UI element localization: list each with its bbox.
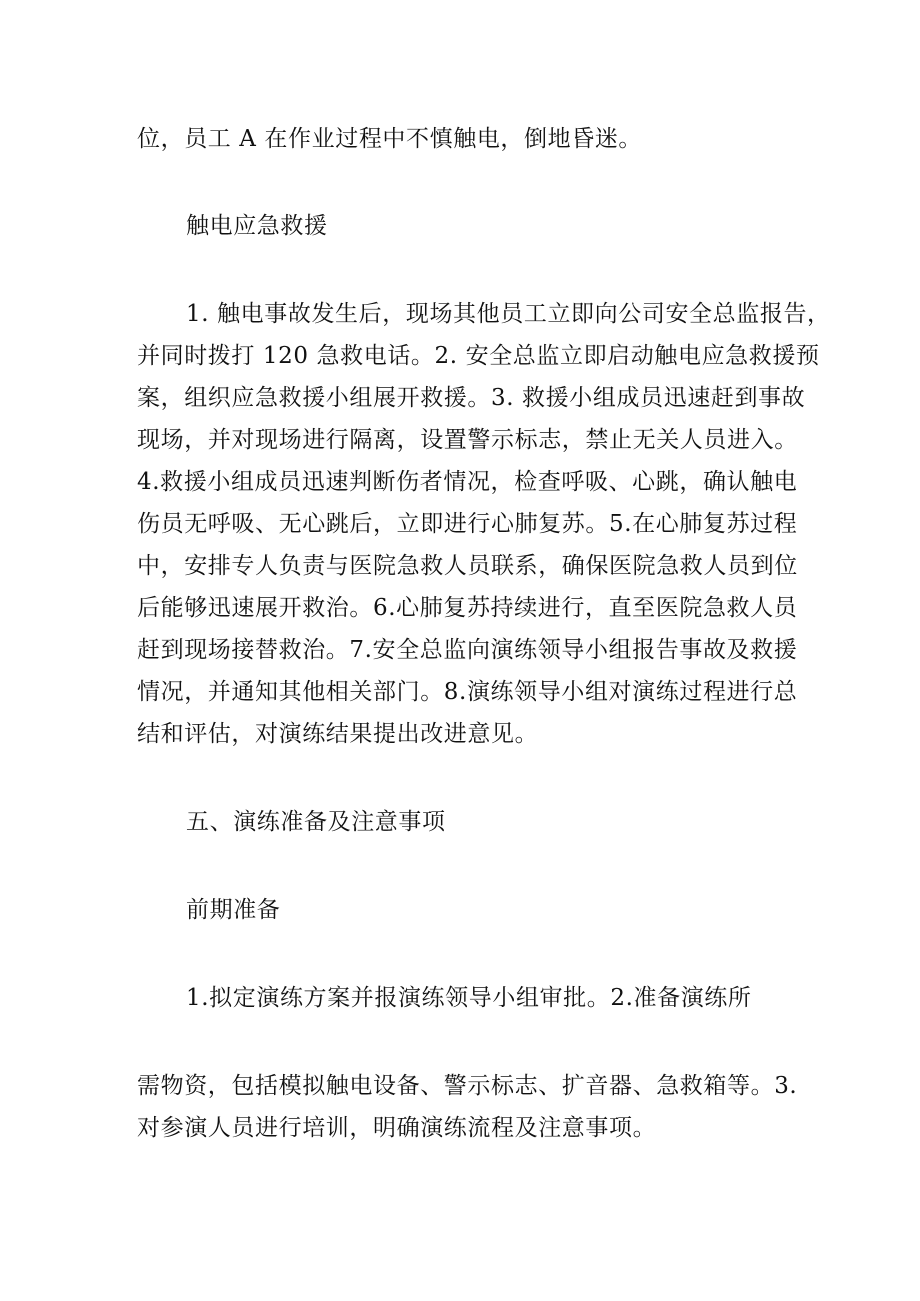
prep-line-1: 1.拟定演练方案并报演练领导小组审批。2.准备演练所 <box>186 985 752 1011</box>
rescue-line-7: 中，安排专人负责与医院急救人员联系，确保医院急救人员到位 <box>137 553 798 579</box>
paragraph-tail: 位，员工 A 在作业过程中不慎触电，倒地昏迷。 <box>137 126 643 152</box>
rescue-line-3: 案，组织应急救援小组展开救援。3. 救援小组成员迅速赶到事故 <box>137 385 806 411</box>
rescue-line-6: 伤员无呼吸、无心跳后，立即进行心肺复苏。5.在心肺复苏过程 <box>137 511 798 537</box>
prep-line-2: 需物资，包括模拟触电设备、警示标志、扩音器、急救箱等。3. <box>137 1073 798 1099</box>
heading-electric-rescue: 触电应急救援 <box>186 213 328 239</box>
rescue-line-5: 4.救援小组成员迅速判断伤者情况，检查呼吸、心跳，确认触电 <box>137 469 798 495</box>
rescue-line-10: 情况，并通知其他相关部门。8.演练领导小组对演练过程进行总 <box>137 679 798 705</box>
rescue-line-8: 后能够迅速展开救治。6.心肺复苏持续进行，直至医院急救人员 <box>137 595 798 621</box>
rescue-line-11: 结和评估，对演练结果提出改进意见。 <box>137 721 539 747</box>
rescue-line-1: 1. 触电事故发生后，现场其他员工立即向公司安全总监报告， <box>186 301 831 327</box>
heading-section-5: 五、演练准备及注意事项 <box>186 809 446 835</box>
rescue-line-9: 赶到现场接替救治。7.安全总监向演练领导小组报告事故及救援 <box>137 637 798 663</box>
prep-line-3: 对参演人员进行培训，明确演练流程及注意事项。 <box>137 1115 657 1141</box>
rescue-line-4: 现场，并对现场进行隔离，设置警示标志，禁止无关人员进入。 <box>137 427 798 453</box>
rescue-line-2: 并同时拨打 120 急救电话。2. 安全总监立即启动触电应急救援预 <box>137 343 820 369</box>
heading-preparation: 前期准备 <box>186 897 281 923</box>
